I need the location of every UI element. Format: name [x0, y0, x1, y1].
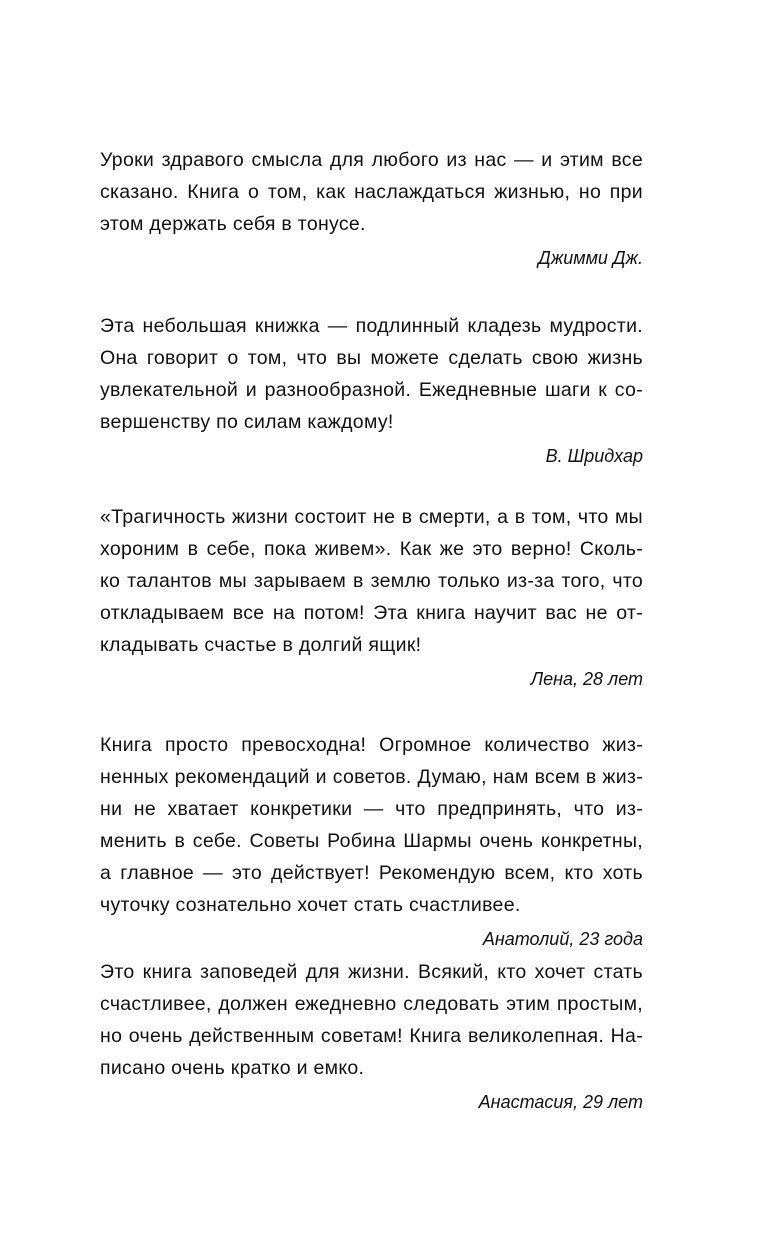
review-author: Джимми Дж.	[538, 248, 643, 268]
review-block	[100, 956, 643, 1118]
review-block	[100, 501, 643, 695]
review-author: Анастасия, 29 лет	[478, 1092, 643, 1112]
review-text-line: ни не хватает конкретики — что предпринять, что из-	[100, 798, 643, 820]
review-text-line: увлекательной и разнообразной. Ежедневные шаги к со-	[100, 379, 643, 401]
review-text-line: хороним в себе, пока живем». Как же это верно! Сколь-	[100, 538, 643, 560]
review-text-line: чуточку сознательно хочет стать счастливее.	[100, 894, 521, 916]
review-text-line: а главное — это действует! Рекомендую всем, кто хоть	[100, 862, 643, 884]
review-author: В. Шридхар	[545, 446, 643, 466]
review-text-line: кладывать счастье в долгий ящик!	[100, 634, 422, 656]
review-text-line: сказано. Книга о том, как наслаждаться жизнью, но при	[100, 181, 643, 203]
review-text-line: откладываем все на потом! Эта книга научит вас не от-	[100, 602, 643, 624]
review-text-line: вершенству по силам каждому!	[100, 411, 394, 433]
review-text-line: менить в себе. Советы Робина Шармы очень конкретны,	[100, 830, 643, 852]
review-text-line: Это книга заповедей для жизни. Всякий, кто хочет стать	[100, 961, 643, 983]
review-text-line: счастливее, должен ежедневно следовать этим простым,	[100, 993, 643, 1015]
review-block	[100, 729, 643, 955]
review-text-line: но очень действенным советам! Книга великолепная. На-	[100, 1025, 643, 1047]
review-text-line: ненных рекомендаций и советов. Думаю, нам всем в жиз-	[100, 766, 643, 788]
review-text-line: писано очень кратко и емко.	[100, 1057, 365, 1079]
review-author: Анатолий, 23 года	[482, 929, 643, 949]
review-author: Лена, 28 лет	[530, 669, 643, 689]
review-block	[100, 144, 643, 274]
review-text-line: Эта небольшая книжка — подлинный кладезь мудрости.	[100, 315, 643, 337]
review-text-line: «Трагичность жизни состоит не в смерти, а в том, что мы	[100, 506, 643, 528]
review-text-line: ко талантов мы зарываем в землю только из-за того, что	[100, 570, 643, 592]
review-text-line: этом держать себя в тонусе.	[100, 213, 366, 235]
review-text-line: Она говорит о том, что вы можете сделать свою жизнь	[100, 347, 643, 369]
review-text-line: Книга просто превосходна! Огромное количество жиз-	[100, 734, 643, 756]
review-text-line: Уроки здравого смысла для любого из нас — и этим все	[100, 149, 643, 171]
review-block	[100, 310, 643, 472]
